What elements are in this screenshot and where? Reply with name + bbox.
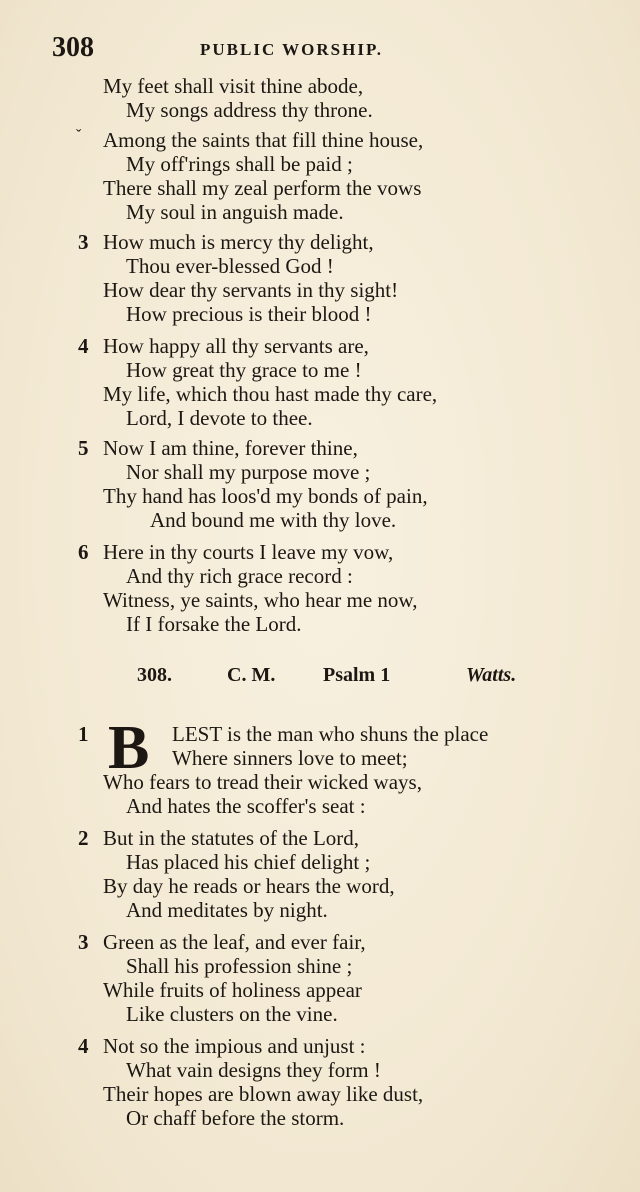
verse-line — [0, 1106, 640, 1130]
verse-line — [0, 540, 640, 564]
verse-line — [0, 978, 640, 1002]
verse-line — [0, 612, 640, 636]
verse-line — [0, 484, 640, 508]
verse-line — [0, 460, 640, 484]
verse-line — [0, 98, 640, 122]
verse-line-text: My songs address thy throne. — [126, 98, 373, 122]
stanza-number: 5 — [78, 436, 89, 460]
verse-line — [0, 874, 640, 898]
stanza — [0, 334, 640, 430]
verse-line-text: How dear thy servants in thy sight! — [103, 278, 399, 302]
verse-line — [0, 128, 640, 152]
verse-line-text: And hates the scoffer's seat : — [126, 794, 366, 818]
page-header — [52, 32, 592, 68]
stanza-number: 3 — [78, 930, 89, 954]
verse-line-text: And bound me with thy love. — [150, 508, 397, 532]
printer-mark: ˇ — [76, 127, 82, 144]
verse-line-text: My soul in anguish made. — [126, 200, 344, 224]
verse-line-text: My life, which thou hast made thy care, — [103, 382, 438, 406]
stanza-number: 6 — [78, 540, 89, 564]
verse-line-text: If I forsake the Lord. — [126, 612, 302, 636]
verse-line — [0, 746, 640, 770]
verse-line — [0, 176, 640, 200]
hymn-number: 308. — [137, 664, 172, 686]
verse-line — [0, 254, 640, 278]
verse-line — [0, 770, 640, 794]
verse-line-text: There shall my zeal perform the vows — [103, 176, 422, 200]
running-head: PUBLIC WORSHIP. — [200, 40, 384, 59]
verse-line-text: How happy all thy servants are, — [103, 334, 369, 358]
hymn-heading — [0, 664, 640, 694]
hymn-meter: C. M. — [227, 664, 276, 686]
verse-line-text: While fruits of holiness appear — [103, 978, 362, 1002]
verse-line — [0, 1034, 640, 1058]
verse-line-text: Green as the leaf, and ever fair, — [103, 930, 366, 954]
verse-line-text: Among the saints that fill thine house, — [103, 128, 424, 152]
verse-line-text: Thou ever-blessed God ! — [126, 254, 334, 278]
verse-line — [0, 588, 640, 612]
verse-line-text: Has placed his chief delight ; — [126, 850, 371, 874]
verse-line-text: Lord, I devote to thee. — [126, 406, 313, 430]
verse-line — [0, 930, 640, 954]
verse-line-text: By day he reads or hears the word, — [103, 874, 395, 898]
verse-line — [0, 564, 640, 588]
verse-line-text: And meditates by night. — [126, 898, 328, 922]
verse-line — [0, 334, 640, 358]
verse-line — [0, 302, 640, 326]
stanza-number: 3 — [78, 230, 89, 254]
verse-line-text: What vain designs they form ! — [126, 1058, 381, 1082]
verse-line-text: Who fears to tread their wicked ways, — [103, 770, 422, 794]
verse-line-text: My feet shall visit thine abode, — [103, 74, 364, 98]
verse-line-text: Thy hand has loos'd my bonds of pain, — [103, 484, 428, 508]
stanza-continuation — [0, 74, 640, 122]
verse-line-text: Not so the impious and unjust : — [103, 1034, 366, 1058]
verse-line — [0, 1082, 640, 1106]
verse-line — [0, 382, 640, 406]
verse-line-text: Like clusters on the vine. — [126, 1002, 338, 1026]
stanza — [0, 436, 640, 532]
verse-line-text: LEST is the man who shuns the place — [172, 722, 489, 746]
verse-line-text: Or chaff before the storm. — [126, 1106, 345, 1130]
stanza-number: 4 — [78, 1034, 89, 1058]
verse-line — [0, 954, 640, 978]
verse-line — [0, 508, 640, 532]
verse-line-text: How precious is their blood ! — [126, 302, 372, 326]
verse-line-text: My off'rings shall be paid ; — [126, 152, 353, 176]
stanza — [0, 714, 640, 818]
stanza-number: 2 — [78, 826, 89, 850]
stanza — [0, 1034, 640, 1130]
verse-line-text: Here in thy courts I leave my vow, — [103, 540, 394, 564]
verse-line — [0, 1002, 640, 1026]
stanza-number: 1 — [78, 722, 89, 746]
verse-line — [0, 850, 640, 874]
verse-line-text: How much is mercy thy delight, — [103, 230, 374, 254]
verse-line — [0, 722, 640, 746]
hymn-psalm: Psalm 1 — [323, 664, 391, 686]
stanza-number: 4 — [78, 334, 89, 358]
verse-line-text: Nor shall my purpose move ; — [126, 460, 371, 484]
verse-line — [0, 230, 640, 254]
stanza — [0, 230, 640, 326]
verse-line — [0, 200, 640, 224]
verse-line-text: Witness, ye saints, who hear me now, — [103, 588, 418, 612]
stanza — [0, 540, 640, 636]
stanza — [0, 826, 640, 922]
verse-line — [0, 436, 640, 460]
verse-line-text: How great thy grace to me ! — [126, 358, 362, 382]
page-number: 308 — [52, 32, 94, 63]
verse-line — [0, 794, 640, 818]
verse-line — [0, 406, 640, 430]
stanza — [0, 128, 640, 224]
verse-line-text: But in the statutes of the Lord, — [103, 826, 360, 850]
verse-line-text: And thy rich grace record : — [126, 564, 353, 588]
verse-line-text: Now I am thine, forever thine, — [103, 436, 358, 460]
verse-line — [0, 74, 640, 98]
verse-line-text: Shall his profession shine ; — [126, 954, 353, 978]
verse-line-text: Their hopes are blown away like dust, — [103, 1082, 424, 1106]
verse-line — [0, 1058, 640, 1082]
verse-line — [0, 826, 640, 850]
stanza — [0, 930, 640, 1026]
verse-line — [0, 358, 640, 382]
drop-cap: B — [108, 714, 150, 782]
verse-line-text: Where sinners love to meet; — [172, 746, 408, 770]
hymn-author: Watts. — [466, 664, 517, 686]
verse-line — [0, 278, 640, 302]
verse-line — [0, 152, 640, 176]
verse-line — [0, 898, 640, 922]
